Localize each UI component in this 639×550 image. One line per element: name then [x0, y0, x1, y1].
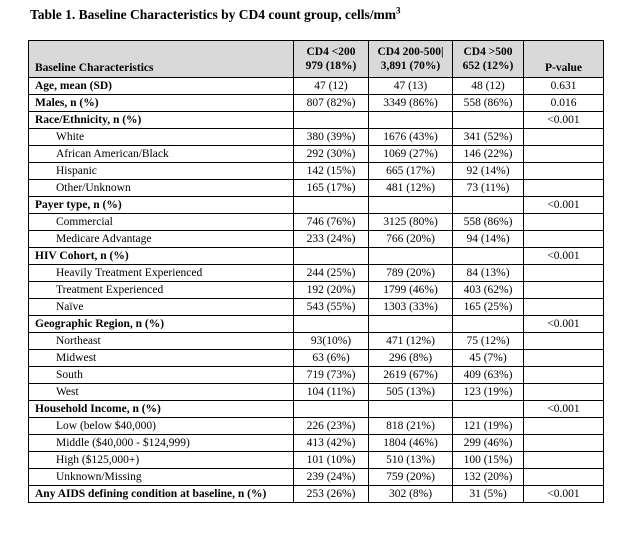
table-row	[29, 129, 604, 146]
row-pvalue	[524, 129, 604, 146]
table-row	[29, 214, 604, 231]
row-value: 142 (15%)	[294, 163, 369, 180]
header-group-cd4-gt-500-range: CD4 >500	[463, 45, 513, 58]
row-value: 192 (20%)	[294, 282, 369, 299]
table-row	[29, 231, 604, 248]
table-title	[30, 7, 401, 23]
row-label: South	[29, 367, 294, 384]
table-row	[29, 384, 604, 401]
row-value: 1799 (46%)	[369, 282, 453, 299]
row-value: 558 (86%)	[453, 214, 524, 231]
row-value: 299 (46%)	[453, 435, 524, 452]
row-label: Males, n (%)	[29, 95, 294, 112]
row-pvalue	[524, 180, 604, 197]
row-value: 409 (63%)	[453, 367, 524, 384]
row-value	[369, 401, 453, 418]
row-pvalue	[524, 350, 604, 367]
row-value: 73 (11%)	[453, 180, 524, 197]
row-pvalue	[524, 469, 604, 486]
row-value: 165 (25%)	[453, 299, 524, 316]
row-value	[294, 401, 369, 418]
row-value	[453, 316, 524, 333]
table-row	[29, 486, 604, 503]
table-row	[29, 452, 604, 469]
row-value: 239 (24%)	[294, 469, 369, 486]
row-label: White	[29, 129, 294, 146]
row-pvalue: <0.001	[524, 197, 604, 214]
row-value: 165 (17%)	[294, 180, 369, 197]
row-pvalue: <0.001	[524, 486, 604, 503]
row-label: Household Income, n (%)	[29, 401, 294, 418]
row-label: Race/Ethnicity, n (%)	[29, 112, 294, 129]
row-value: 31 (5%)	[453, 486, 524, 503]
row-value: 510 (13%)	[369, 452, 453, 469]
row-pvalue	[524, 299, 604, 316]
row-value: 543 (55%)	[294, 299, 369, 316]
row-value: 380 (39%)	[294, 129, 369, 146]
row-value: 244 (25%)	[294, 265, 369, 282]
header-group-cd4-lt-200	[294, 41, 369, 78]
row-value: 789 (20%)	[369, 265, 453, 282]
row-value: 75 (12%)	[453, 333, 524, 350]
row-value: 292 (30%)	[294, 146, 369, 163]
table-row	[29, 112, 604, 129]
header-pvalue: P-value	[524, 41, 604, 78]
row-pvalue	[524, 435, 604, 452]
table-row	[29, 163, 604, 180]
header-row	[29, 41, 604, 78]
row-label: West	[29, 384, 294, 401]
row-pvalue	[524, 452, 604, 469]
table-row	[29, 265, 604, 282]
row-value: 746 (76%)	[294, 214, 369, 231]
row-label: Northeast	[29, 333, 294, 350]
table-row	[29, 350, 604, 367]
row-pvalue	[524, 231, 604, 248]
row-value	[453, 248, 524, 265]
row-value: 104 (11%)	[294, 384, 369, 401]
row-value: 123 (19%)	[453, 384, 524, 401]
row-pvalue	[524, 384, 604, 401]
row-value: 84 (13%)	[453, 265, 524, 282]
row-value	[294, 197, 369, 214]
row-label: Payer type, n (%)	[29, 197, 294, 214]
table-row	[29, 180, 604, 197]
table-row	[29, 469, 604, 486]
row-label: Naïve	[29, 299, 294, 316]
baseline-characteristics-table	[28, 40, 604, 503]
row-pvalue	[524, 333, 604, 350]
row-value	[294, 248, 369, 265]
row-value: 47 (13)	[369, 78, 453, 95]
row-value: 1804 (46%)	[369, 435, 453, 452]
row-pvalue	[524, 265, 604, 282]
row-value: 45 (7%)	[453, 350, 524, 367]
row-pvalue	[524, 214, 604, 231]
row-value	[453, 112, 524, 129]
row-value: 1069 (27%)	[369, 146, 453, 163]
row-value: 471 (12%)	[369, 333, 453, 350]
row-value: 558 (86%)	[453, 95, 524, 112]
row-value: 413 (42%)	[294, 435, 369, 452]
header-baseline-characteristics: Baseline Characteristics	[29, 41, 294, 78]
row-value	[369, 112, 453, 129]
row-pvalue: <0.001	[524, 316, 604, 333]
row-pvalue	[524, 418, 604, 435]
row-value: 48 (12)	[453, 78, 524, 95]
row-pvalue	[524, 367, 604, 384]
row-label: HIV Cohort, n (%)	[29, 248, 294, 265]
row-value: 759 (20%)	[369, 469, 453, 486]
table-body	[29, 78, 604, 503]
row-value: 132 (20%)	[453, 469, 524, 486]
table-row	[29, 435, 604, 452]
table-title-superscript: 3	[396, 5, 401, 16]
row-value: 92 (14%)	[453, 163, 524, 180]
row-value: 719 (73%)	[294, 367, 369, 384]
row-label: Middle ($40,000 - $124,999)	[29, 435, 294, 452]
row-label: Hispanic	[29, 163, 294, 180]
table-row	[29, 95, 604, 112]
row-value: 302 (8%)	[369, 486, 453, 503]
row-label: Commercial	[29, 214, 294, 231]
row-value: 341 (52%)	[453, 129, 524, 146]
table-title-text: Table 1. Baseline Characteristics by CD4 count group, cells/mm	[30, 7, 396, 22]
table-row	[29, 299, 604, 316]
header-group-cd4-gt-500-count: 652 (12%)	[462, 60, 514, 72]
row-pvalue: 0.631	[524, 78, 604, 95]
row-label: Age, mean (SD)	[29, 78, 294, 95]
row-value: 3125 (80%)	[369, 214, 453, 231]
row-value: 146 (22%)	[453, 146, 524, 163]
row-value: 63 (6%)	[294, 350, 369, 367]
table-row	[29, 78, 604, 95]
row-label: Unknown/Missing	[29, 469, 294, 486]
row-pvalue: <0.001	[524, 112, 604, 129]
row-value	[294, 316, 369, 333]
row-value	[369, 316, 453, 333]
header-group-cd4-lt-200-range: CD4 <200	[306, 45, 356, 58]
row-value: 296 (8%)	[369, 350, 453, 367]
row-value: 226 (23%)	[294, 418, 369, 435]
row-value	[294, 112, 369, 129]
table-row	[29, 367, 604, 384]
header-group-cd4-lt-200-count: 979 (18%)	[305, 60, 357, 72]
header-group-cd4-200-500	[369, 41, 453, 78]
row-value: 403 (62%)	[453, 282, 524, 299]
row-pvalue	[524, 163, 604, 180]
table-row	[29, 248, 604, 265]
row-value: 766 (20%)	[369, 231, 453, 248]
header-group-cd4-200-500-count: 3,891 (70%)	[380, 60, 441, 72]
row-value: 94 (14%)	[453, 231, 524, 248]
row-value: 1303 (33%)	[369, 299, 453, 316]
row-value: 481 (12%)	[369, 180, 453, 197]
row-label: High ($125,000+)	[29, 452, 294, 469]
row-value	[453, 401, 524, 418]
table-row	[29, 282, 604, 299]
row-pvalue: 0.016	[524, 95, 604, 112]
row-value: 233 (24%)	[294, 231, 369, 248]
row-value	[453, 197, 524, 214]
table-row	[29, 418, 604, 435]
row-value	[369, 248, 453, 265]
row-label: Medicare Advantage	[29, 231, 294, 248]
table-row	[29, 316, 604, 333]
row-pvalue	[524, 282, 604, 299]
row-value: 1676 (43%)	[369, 129, 453, 146]
row-value: 47 (12)	[294, 78, 369, 95]
row-label: Other/Unknown	[29, 180, 294, 197]
row-value: 505 (13%)	[369, 384, 453, 401]
row-pvalue: <0.001	[524, 248, 604, 265]
table-row	[29, 146, 604, 163]
row-value	[369, 197, 453, 214]
row-value: 3349 (86%)	[369, 95, 453, 112]
header-group-cd4-gt-500	[453, 41, 524, 78]
row-value: 253 (26%)	[294, 486, 369, 503]
row-value: 101 (10%)	[294, 452, 369, 469]
table-row	[29, 197, 604, 214]
row-label: Any AIDS defining condition at baseline, n (%)	[29, 486, 294, 503]
row-value: 93(10%)	[294, 333, 369, 350]
row-value: 100 (15%)	[453, 452, 524, 469]
row-pvalue: <0.001	[524, 401, 604, 418]
row-value: 121 (19%)	[453, 418, 524, 435]
row-label: Heavily Treatment Experienced	[29, 265, 294, 282]
row-value: 2619 (67%)	[369, 367, 453, 384]
row-label: Treatment Experienced	[29, 282, 294, 299]
header-group-cd4-200-500-range: CD4 200-500|	[377, 45, 444, 58]
row-label: African American/Black	[29, 146, 294, 163]
row-pvalue	[524, 146, 604, 163]
table-row	[29, 401, 604, 418]
table-header	[29, 41, 604, 78]
row-label: Geographic Region, n (%)	[29, 316, 294, 333]
row-label: Low (below $40,000)	[29, 418, 294, 435]
row-value: 665 (17%)	[369, 163, 453, 180]
table-row	[29, 333, 604, 350]
row-label: Midwest	[29, 350, 294, 367]
row-value: 818 (21%)	[369, 418, 453, 435]
row-value: 807 (82%)	[294, 95, 369, 112]
